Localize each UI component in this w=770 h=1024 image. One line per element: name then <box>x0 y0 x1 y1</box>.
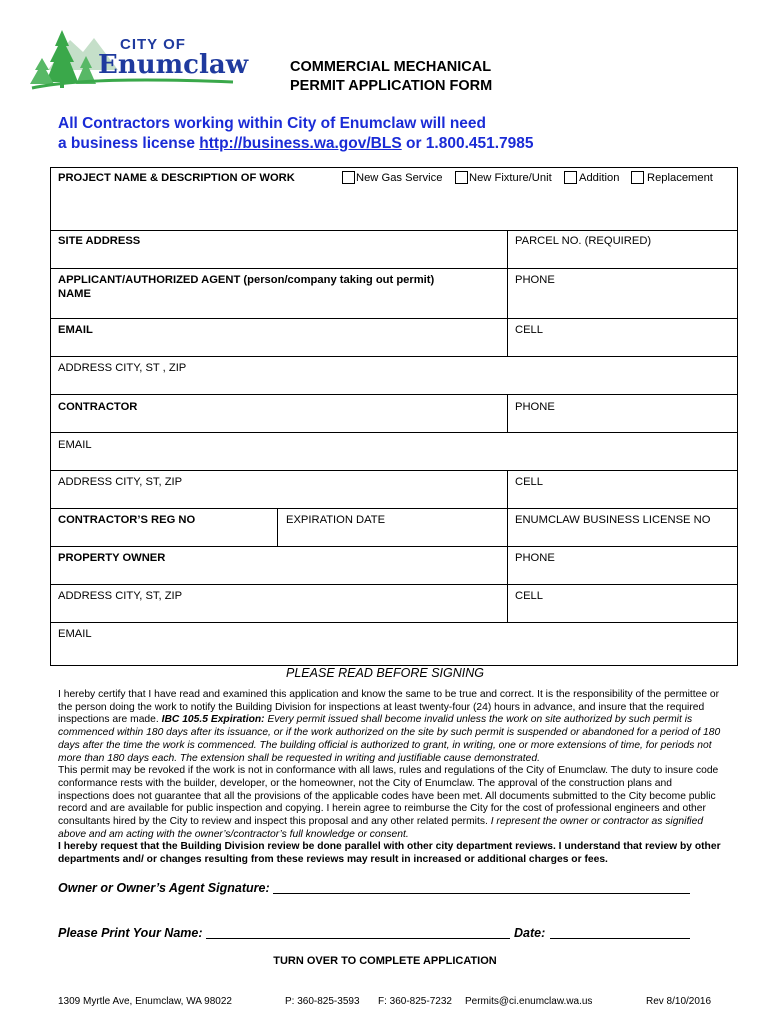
property-owner-label: PROPERTY OWNER <box>58 552 166 564</box>
row-divider <box>51 546 737 547</box>
parcel-no-label: PARCEL NO. (REQUIRED) <box>515 235 652 247</box>
row-divider <box>51 394 737 395</box>
application-form <box>50 167 738 666</box>
row-divider <box>51 584 737 585</box>
enumclaw-license-label: ENUMCLAW BUSINESS LICENSE NO <box>515 514 711 526</box>
new-gas-service-checkbox[interactable] <box>342 171 355 184</box>
owner-signature-label: Owner or Owner’s Agent Signature: <box>58 881 270 895</box>
certification-text <box>58 689 723 867</box>
cert-paragraph-2-italic: I represent the owner or contractor as signified above and am acting with the owner’s/contractor’s full knowledge or consent. <box>58 816 704 840</box>
title-line-2: PERMIT APPLICATION FORM <box>290 78 493 94</box>
form-title <box>290 58 492 96</box>
row-divider <box>51 356 737 357</box>
applicant-address-label: ADDRESS CITY, ST , ZIP <box>58 362 187 374</box>
business-license-notice <box>58 114 534 154</box>
addition-checkbox[interactable] <box>564 171 577 184</box>
cert-paragraph-1: I hereby certify that I have read and examined this application and know the same to be true and correct. It is the responsibility of the permittee or the person doing the work to notify the Building Division for inspections at least twenty-four (24) hours in advance, and insure that the required inspections are made. <box>58 689 720 726</box>
logo-name: Enumclaw <box>98 50 249 80</box>
print-name-line[interactable] <box>206 938 510 939</box>
contractor-cell-label: CELL <box>515 476 543 488</box>
date-line[interactable] <box>550 938 690 939</box>
column-divider <box>277 508 278 546</box>
contractor-phone-label: PHONE <box>515 401 555 413</box>
owner-email-label: EMAIL <box>58 628 92 640</box>
logo-city-of: CITY OF <box>120 36 186 53</box>
footer-revision: Rev 8/10/2016 <box>646 996 712 1007</box>
replacement-label: Replacement <box>647 172 713 184</box>
applicant-cell-label: CELL <box>515 324 543 336</box>
applicant-email-label: EMAIL <box>58 324 93 336</box>
title-line-1: COMMERCIAL MECHANICAL <box>290 59 492 75</box>
contractor-label: CONTRACTOR <box>58 401 138 413</box>
contractor-address-label: ADDRESS CITY, ST, ZIP <box>58 476 183 488</box>
expiration-date-label: EXPIRATION DATE <box>286 514 386 526</box>
date-label: Date: <box>514 926 546 940</box>
applicant-name-label: NAME <box>58 288 91 300</box>
applicant-phone-label: PHONE <box>515 274 555 286</box>
new-fixture-unit-label: New Fixture/Unit <box>469 172 552 184</box>
notice-line-2 <box>58 134 534 154</box>
footer-email[interactable]: Permits@ci.enumclaw.wa.us <box>465 996 593 1007</box>
column-divider <box>507 470 508 622</box>
cert-paragraph-3: I hereby request that the Building Division review be done parallel with other city department reviews. I understand that review by other departments and/ or changes resulting from these reviews may result in increased or additional charges or fees. <box>58 841 721 866</box>
print-name-label: Please Print Your Name: <box>58 926 203 940</box>
contractor-email-label: EMAIL <box>58 439 92 451</box>
row-divider <box>51 508 737 509</box>
notice-line-1: All Contractors working within City of Enumclaw will need <box>58 115 487 132</box>
turn-over-note: TURN OVER TO COMPLETE APPLICATION <box>273 955 497 967</box>
ibc-text: Every permit issued shall become invalid unless the work on site authorized by such permit is commenced within 180 days after its issuance, or if the work authorized on the site by such permit is suspended or abandoned for a period of 180 days after the time the work is commenced. The building official is authorized to grant, in writing, one or more extensions of time, for periods not more than 180 days each. The extension shall be requested in writing and justifiable cause demonstrated. <box>58 714 721 764</box>
new-gas-service-label: New Gas Service <box>356 172 443 184</box>
row-divider <box>51 622 737 623</box>
site-address-label: SITE ADDRESS <box>58 235 141 247</box>
new-fixture-unit-checkbox[interactable] <box>455 171 468 184</box>
row-divider <box>51 230 737 231</box>
row-divider <box>51 470 737 471</box>
owner-phone-label: PHONE <box>515 552 555 564</box>
row-divider <box>51 268 737 269</box>
column-divider <box>507 394 508 432</box>
business-license-link[interactable]: http://business.wa.gov/BLS <box>199 135 402 152</box>
ibc-label: IBC 105.5 Expiration: <box>161 714 265 726</box>
please-read-heading: PLEASE READ BEFORE SIGNING <box>286 666 484 680</box>
footer-phone: P: 360-825-3593 <box>285 996 360 1007</box>
owner-cell-label: CELL <box>515 590 543 602</box>
cert-paragraph-2: This permit may be revoked if the work is not in conformance with all laws, rules and regulations of the City of Enumclaw. The duty to insure code conformance rests with the builder, developer, or the homeowner, not the City of Enumclaw. The approval of the construction plans and inspections does not guarantee that all the provisions of the applicable codes have been met. All documents submitted to the City become public record and are available for public inspection and copying. I herein agree to reimburse the City for the cost of professional engineers and other consultants hired by the City to review and inspect this proposal and any other related permits. <box>58 765 719 828</box>
addition-label: Addition <box>579 172 620 184</box>
owner-signature-line[interactable] <box>273 893 690 894</box>
row-divider <box>51 318 737 319</box>
contractor-reg-no-label: CONTRACTOR’S REG NO <box>58 514 196 526</box>
footer-fax: F: 360-825-7232 <box>378 996 452 1007</box>
column-divider <box>507 230 508 356</box>
row-divider <box>51 432 737 433</box>
applicant-label: APPLICANT/AUTHORIZED AGENT (person/company taking out permit) <box>58 274 435 286</box>
notice-prefix: a business license <box>58 135 200 152</box>
owner-address-label: ADDRESS CITY, ST, ZIP <box>58 590 183 602</box>
notice-suffix: or 1.800.451.7985 <box>401 135 534 152</box>
city-logo <box>28 22 249 92</box>
replacement-checkbox[interactable] <box>631 171 644 184</box>
project-name-label: PROJECT NAME & DESCRIPTION OF WORK <box>58 172 295 184</box>
footer-address: 1309 Myrtle Ave, Enumclaw, WA 98022 <box>58 996 232 1007</box>
